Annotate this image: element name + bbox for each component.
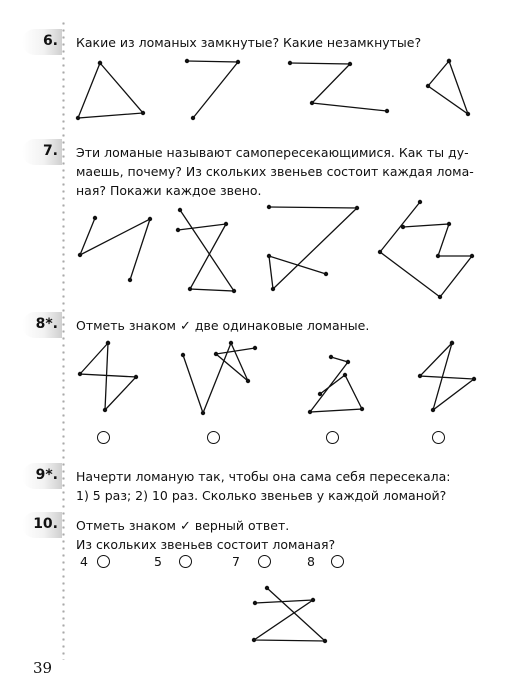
task-10-text-after: верный ответ. [194, 518, 290, 533]
task-8-text-after: две одинаковые ломаные. [194, 318, 370, 333]
polyline-task6-2 [187, 61, 238, 118]
polyline-task6-3 [290, 63, 387, 111]
task-7-line-3: ная? Покажи каждое звено. [76, 183, 262, 198]
polyline-task7-4-vertex [438, 295, 442, 299]
polyline-task7-1-vertex [128, 278, 132, 282]
polyline-task7-4-vertex [436, 254, 440, 258]
polyline-task8-3-vertex [329, 355, 333, 359]
polyline-task6-3-vertex [310, 101, 314, 105]
polyline-task7-1-vertex [93, 216, 97, 220]
polyline-task8-1 [80, 343, 136, 410]
polyline-task6-2-vertex [236, 60, 240, 64]
polyline-task10 [254, 588, 325, 641]
polyline-task7-3-vertex [271, 287, 275, 291]
polyline-task6-4-vertex [447, 59, 451, 63]
option-label-4: 4 [80, 554, 88, 569]
polyline-task6-4 [428, 61, 468, 114]
polyline-task7-3-vertex [324, 272, 328, 276]
task-10-text-before: Отметь знаком [76, 518, 176, 533]
option-label-8: 8 [307, 554, 315, 569]
polyline-task8-2-vertex [201, 411, 205, 415]
polyline-task7-2-vertex [232, 289, 236, 293]
polyline-task7-3-vertex [355, 206, 359, 210]
page-number: 39 [33, 659, 53, 677]
polyline-task8-2-vertex [181, 353, 185, 357]
polyline-task8-1-vertex [78, 372, 82, 376]
polyline-task6-1-vertex [98, 61, 102, 65]
option-label-7: 7 [232, 554, 240, 569]
polyline-task7-1-vertex [148, 217, 152, 221]
task-8-text-before: Отметь знаком [76, 318, 176, 333]
polyline-task7-4-vertex [378, 250, 382, 254]
task-number-9: 9*. [35, 467, 58, 483]
polyline-task6-4-vertex [426, 84, 430, 88]
polyline-task7-2-vertex [176, 228, 180, 232]
polyline-task8-4 [420, 343, 474, 410]
polyline-task8-3-vertex [346, 360, 350, 364]
polyline-task8-2-vertex [229, 341, 233, 345]
polyline-task8-3 [310, 357, 362, 412]
polyline-task7-3 [269, 207, 357, 289]
polyline-task8-4-vertex [450, 341, 454, 345]
polyline-task6-1-vertex [141, 111, 145, 115]
polyline-task8-2 [183, 343, 255, 413]
polyline-task6-3-vertex [288, 61, 292, 65]
polyline-task7-4 [380, 202, 472, 297]
polyline-task8-1-vertex [134, 375, 138, 379]
polyline-task8-4-vertex [472, 377, 476, 381]
polyline-task8-2-vertex [253, 346, 257, 350]
polyline-task7-4-vertex [447, 222, 451, 226]
polyline-task7-1-vertex [78, 253, 82, 257]
polyline-task8-2-vertex [214, 352, 218, 356]
task-7-line-1: Эти ломаные называют самопересекающимися. Как ты ду- [76, 145, 469, 160]
polyline-task8-3-vertex [308, 410, 312, 414]
task-number-10: 10. [33, 516, 58, 532]
polyline-task10-vertex [253, 601, 257, 605]
polyline-task7-2-vertex [224, 222, 228, 226]
task-10-question: Из скольких звеньев состоит ломаная? [76, 537, 336, 552]
polyline-task7-4-vertex [401, 225, 405, 229]
polyline-task6-1-vertex [76, 116, 80, 120]
task-number-7: 7. [42, 143, 58, 159]
polyline-task7-1 [80, 218, 150, 280]
task-6-text: Какие из ломаных замкнутые? Какие незамкнутые? [76, 35, 422, 50]
polyline-task6-1 [78, 63, 143, 118]
polyline-task10-vertex [265, 586, 269, 590]
task-7-line-2: маешь, почему? Из скольких звеньев состоит каждая лома- [76, 164, 474, 179]
polyline-task7-2-vertex [188, 287, 192, 291]
polyline-task8-3-vertex [318, 392, 322, 396]
polyline-task7-4-vertex [470, 254, 474, 258]
task-number-6: 6. [42, 33, 58, 49]
polyline-task10-vertex [311, 598, 315, 602]
task-number-8: 8*. [35, 316, 58, 332]
polyline-task7-4-vertex [418, 200, 422, 204]
option-label-5: 5 [154, 554, 162, 569]
polyline-task8-3-vertex [360, 407, 364, 411]
polyline-task6-2-vertex [185, 59, 189, 63]
polyline-task10-vertex [252, 638, 256, 642]
polyline-task7-3-vertex [267, 205, 271, 209]
polyline-task6-4-vertex [466, 112, 470, 116]
polyline-task6-3-vertex [348, 62, 352, 66]
polyline-task8-4-vertex [418, 374, 422, 378]
polyline-task8-3-vertex [343, 373, 347, 377]
polyline-task7-2-vertex [178, 208, 182, 212]
check-mark-icon: ✓ [179, 519, 191, 534]
polyline-task10-vertex [323, 639, 327, 643]
polyline-task8-2-vertex [246, 379, 250, 383]
check-mark-icon: ✓ [179, 319, 191, 334]
polyline-task8-4-vertex [431, 408, 435, 412]
polyline-task6-2-vertex [191, 116, 195, 120]
polyline-task7-3-vertex [267, 254, 271, 258]
task-9-line-2: 1) 5 раз; 2) 10 раз. Сколько звеньев у каждой ломаной? [76, 488, 447, 503]
polyline-task8-1-vertex [106, 341, 110, 345]
polyline-task8-1-vertex [103, 408, 107, 412]
task-9-line-1: Начерти ломаную так, чтобы она сама себя пересекала: [76, 469, 451, 484]
polyline-task6-3-vertex [385, 109, 389, 113]
